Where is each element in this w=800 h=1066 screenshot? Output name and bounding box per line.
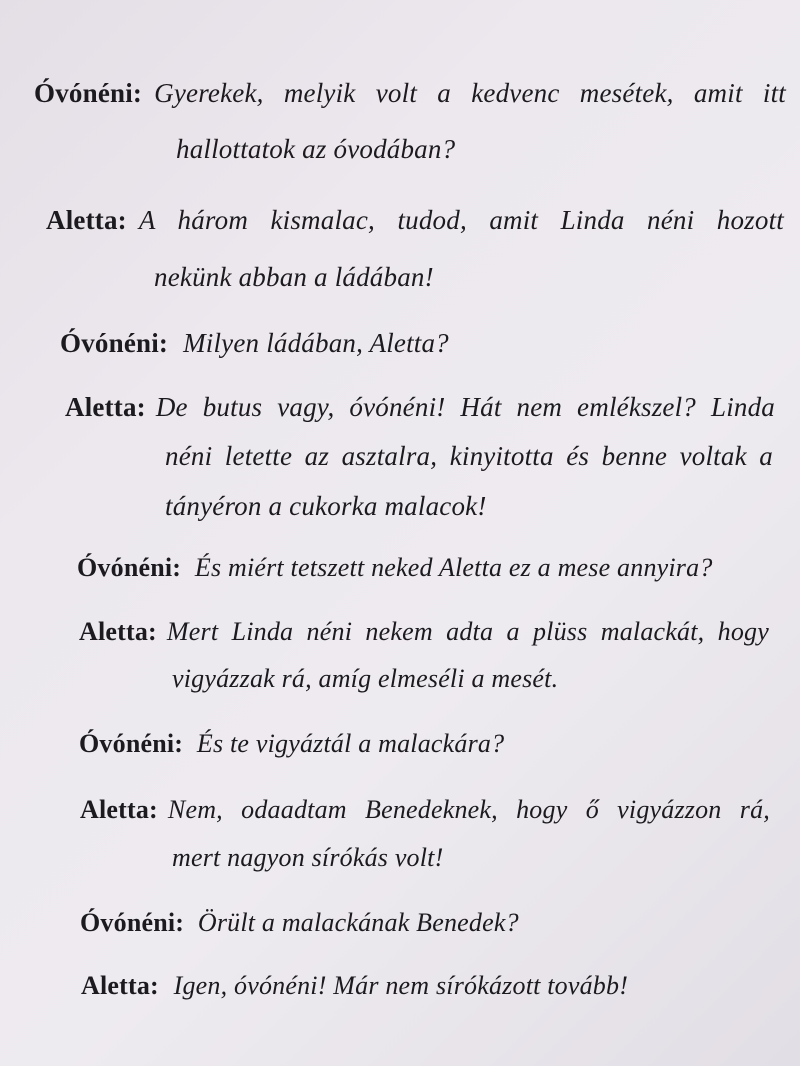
dialogue-line [46, 207, 784, 234]
speaker-label: Óvónéni: [79, 729, 184, 758]
speaker-label: Óvónéni: [80, 908, 185, 937]
dialogue-line [176, 136, 455, 163]
speaker-label: Óvónéni: [77, 553, 182, 582]
dialogue-line [65, 394, 775, 421]
dialogue-line [172, 666, 558, 692]
speaker-label: Óvónéni: [34, 78, 143, 108]
dialogue-text: És miért tetszett neked Aletta ez a mese annyira? [194, 553, 713, 582]
dialogue-text: Milyen ládában, Aletta? [183, 328, 449, 358]
dialogue-line [165, 493, 487, 520]
dialogue-text: néni letette az asztalra, kinyitotta és benne voltak a [165, 441, 773, 471]
dialogue-line [60, 330, 449, 357]
dialogue-line [79, 731, 504, 757]
speaker-label: Aletta: [46, 205, 127, 235]
dialogue-text: Örült a malackának Benedek? [197, 908, 519, 937]
dialogue-line [81, 973, 628, 999]
dialogue-text: vigyázzak rá, amíg elmeséli a mesét. [172, 664, 559, 693]
dialogue-text: Nem, odaadtam Benedeknek, hogy ő vigyázzon rá, [167, 795, 770, 824]
dialogue-line [34, 80, 786, 107]
speaker-label: Aletta: [79, 617, 157, 646]
dialogue-line [77, 555, 713, 581]
dialogue-text: A három kismalac, tudod, amit Linda néni hozott [138, 205, 784, 235]
dialogue-text: Gyerekek, melyik volt a kedvenc mesétek, amit itt [154, 78, 786, 108]
speaker-label: Óvónéni: [60, 328, 169, 358]
dialogue-text: De butus vagy, óvónéni! Hát nem emlékszel? Linda [155, 392, 775, 422]
dialogue-line [172, 845, 443, 871]
dialogue-line [80, 797, 770, 823]
dialogue-line [79, 619, 769, 645]
dialogue-line [80, 910, 519, 936]
dialogue-text: tányéron a cukorka malacok! [165, 491, 487, 521]
dialogue-text: És te vigyáztál a malackára? [196, 729, 505, 758]
dialogue-text: Igen, óvónéni! Már nem sírókázott tovább! [173, 971, 629, 1000]
dialogue-text: hallottatok az óvodában? [176, 134, 456, 164]
speaker-label: Aletta: [80, 795, 158, 824]
speaker-label: Aletta: [81, 971, 159, 1000]
dialogue-text: mert nagyon sírókás volt! [172, 843, 444, 872]
dialogue-text: Mert Linda néni nekem adta a plüss malackát, hogy [166, 617, 769, 646]
dialogue-line [154, 264, 434, 291]
dialogue-line [165, 443, 773, 470]
speaker-label: Aletta: [65, 392, 146, 422]
dialogue-text: nekünk abban a ládában! [154, 262, 434, 292]
